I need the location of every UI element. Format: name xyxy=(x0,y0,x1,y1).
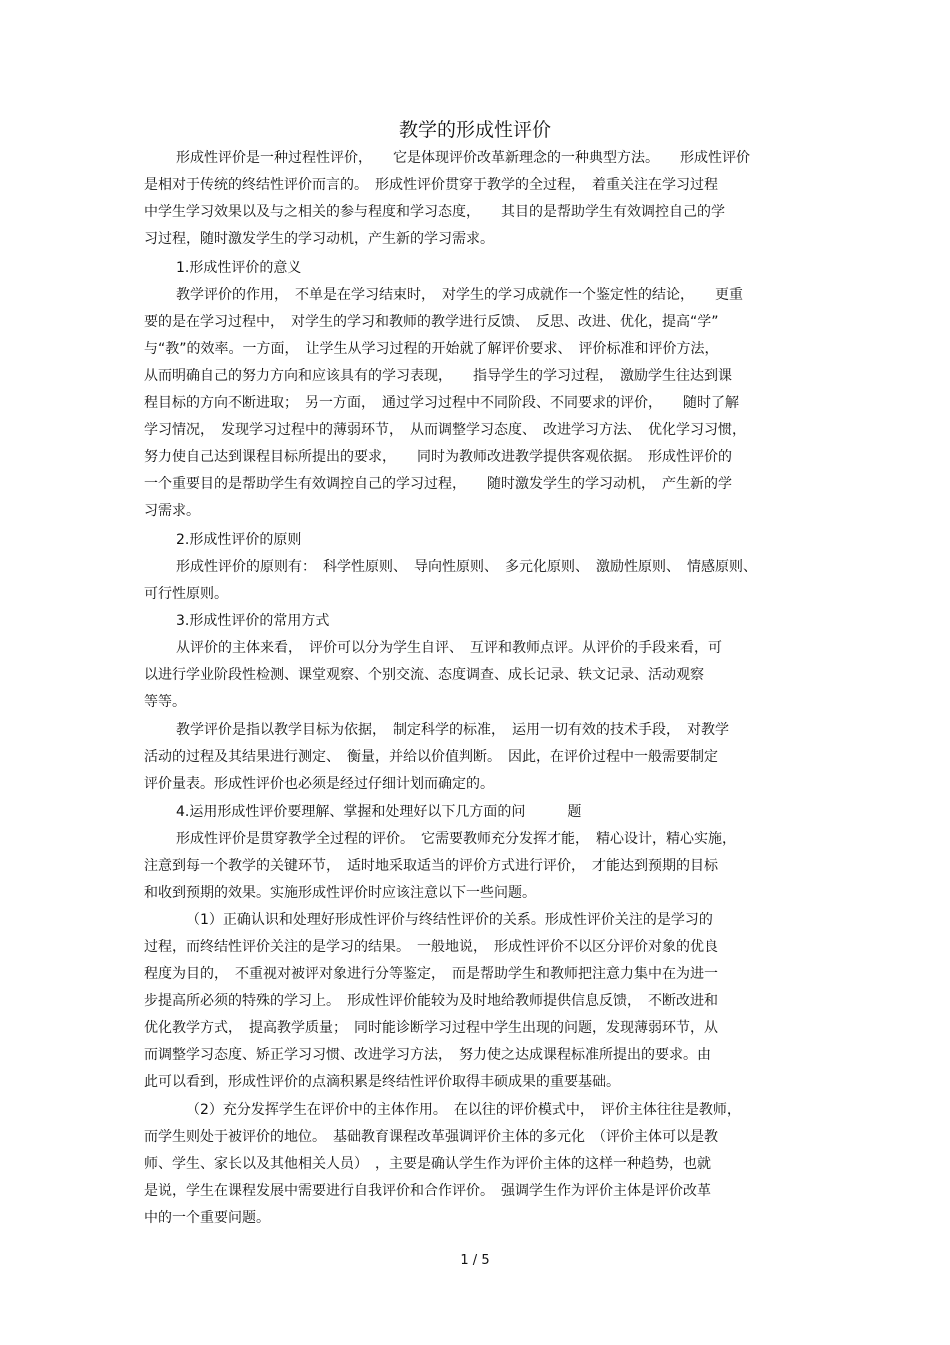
section-heading-2: 2.形成性评价的原则 xyxy=(176,532,302,548)
section-heading-1: 1.形成性评价的意义 xyxy=(176,260,302,276)
paragraph-line: 活动的过程及其结果进行测定、 衡量，并给以价值判断。 因此，在评价过程中一般需要制定 xyxy=(144,749,718,765)
paragraph-line: 过程，而终结性评价关注的是学习的结果。 一般地说， 形成性评价不以区分评价对象的优良 xyxy=(144,939,718,955)
paragraph-line: 而调整学习态度、矫正学习习惯、改进学习方法， 努力使之达成课程标准所提出的要求。由 xyxy=(144,1047,711,1063)
paragraph-line: 从而明确自己的努力方向和应该具有的学习表现， 指导学生的学习过程， 激励学生往达到课 xyxy=(144,368,732,384)
paragraph-line: 以进行学业阶段性检测、课堂观察、个别交流、态度调查、成长记录、轶文记录、活动观察 xyxy=(144,667,704,683)
paragraph-line: 程目标的方向不断进取； 另一方面， 通过学习过程中不同阶段、不同要求的评价， 随时了解 xyxy=(144,395,739,411)
paragraph-line: 是说，学生在课程发展中需要进行自我评价和合作评价。 强调学生作为评价主体是评价改革 xyxy=(144,1183,711,1199)
paragraph-line: 师、学生、家长以及其他相关人员） ，主要是确认学生作为评价主体的这样一种趋势，也就 xyxy=(144,1156,711,1172)
paragraph-line: 形成性评价的原则有： 科学性原则、 导向性原则、 多元化原则、 激励性原则、 情感原则、 xyxy=(176,559,757,575)
paragraph-line: （1）正确认识和处理好形成性评价与终结性评价的关系。形成性评价关注的是学习的 xyxy=(186,912,713,928)
paragraph-line: 而学生则处于被评价的地位。 基础教育课程改革强调评价主体的多元化 （评价主体可以是教 xyxy=(144,1129,718,1145)
paragraph-line: 习需求。 xyxy=(144,503,200,519)
paragraph-line: 可行性原则。 xyxy=(144,586,228,602)
paragraph-line: 习过程，随时激发学生的学习动机，产生新的学习需求。 xyxy=(144,231,494,247)
paragraph-line: 形成性评价是一种过程性评价， 它是体现评价改革新理念的一种典型方法。 形成性评价 xyxy=(176,150,750,166)
section-heading-4: 4.运用形成性评价要理解、掌握和处理好以下几方面的问 题 xyxy=(176,804,582,820)
paragraph-line: 形成性评价是贯穿教学全过程的评价。 它需要教师充分发挥才能， 精心设计，精心实施， xyxy=(176,831,736,847)
paragraph-line: 评价量表。形成性评价也必须是经过仔细计划而确定的。 xyxy=(144,776,494,792)
paragraph-line: 优化教学方式， 提高教学质量； 同时能诊断学习过程中学生出现的问题，发现薄弱环节，从 xyxy=(144,1020,718,1036)
paragraph-line: 程度为目的， 不重视对被评对象进行分等鉴定， 而是帮助学生和教师把注意力集中在为进一 xyxy=(144,966,718,982)
paragraph-line: 中的一个重要问题。 xyxy=(144,1210,270,1226)
document-title: 教学的形成性评价 xyxy=(398,119,551,141)
paragraph-line: 教学评价的作用， 不单是在学习结束时， 对学生的学习成就作一个鉴定性的结论， 更重 xyxy=(176,287,743,303)
paragraph-line: 教学评价是指以教学目标为依据， 制定科学的标准， 运用一切有效的技术手段， 对教学 xyxy=(176,722,729,738)
paragraph-line: 和收到预期的效果。实施形成性评价时应该注意以下一些问题。 xyxy=(144,885,536,901)
paragraph-line: 中学生学习效果以及与之相关的参与程度和学习态度， 其目的是帮助学生有效调控自己的学 xyxy=(144,204,725,220)
section-heading-3: 3.形成性评价的常用方式 xyxy=(176,613,330,629)
paragraph-line: 注意到每一个教学的关键环节， 适时地采取适当的评价方式进行评价， 才能达到预期的目标 xyxy=(144,858,718,874)
paragraph-line: 此可以看到，形成性评价的点滴积累是终结性评价取得丰硕成果的重要基础。 xyxy=(144,1074,620,1090)
paragraph-line: 等等。 xyxy=(144,694,186,710)
page-number: 1 / 5 xyxy=(460,1253,490,1268)
paragraph-line: 与“教”的效率。一方面， 让学生从学习过程的开始就了解评价要求、 评价标准和评价方法， xyxy=(144,341,719,357)
paragraph-line: （2）充分发挥学生在评价中的主体作用。 在以往的评价模式中， 评价主体往往是教师， xyxy=(186,1102,741,1118)
paragraph-line: 要的是在学习过程中， 对学生的学习和教师的教学进行反馈、 反思、改进、优化，提高“学” xyxy=(144,314,719,330)
paragraph-line: 学习情况， 发现学习过程中的薄弱环节， 从而调整学习态度、 改进学习方法、 优化学习习惯， xyxy=(144,422,746,438)
paragraph-line: 从评价的主体来看， 评价可以分为学生自评、 互评和教师点评。从评价的手段来看，可 xyxy=(176,640,722,656)
paragraph-line: 一个重要目的是帮助学生有效调控自己的学习过程， 随时激发学生的学习动机， 产生新的学 xyxy=(144,476,732,492)
paragraph-line: 步提高所必须的特殊的学习上。 形成性评价能较为及时地给教师提供信息反馈， 不断改进和 xyxy=(144,993,718,1009)
paragraph-line: 是相对于传统的终结性评价而言的。 形成性评价贯穿于教学的全过程， 着重关注在学习过程 xyxy=(144,177,718,193)
paragraph-line: 努力使自己达到课程目标所提出的要求， 同时为教师改进教学提供客观依据。 形成性评价的 xyxy=(144,449,732,465)
